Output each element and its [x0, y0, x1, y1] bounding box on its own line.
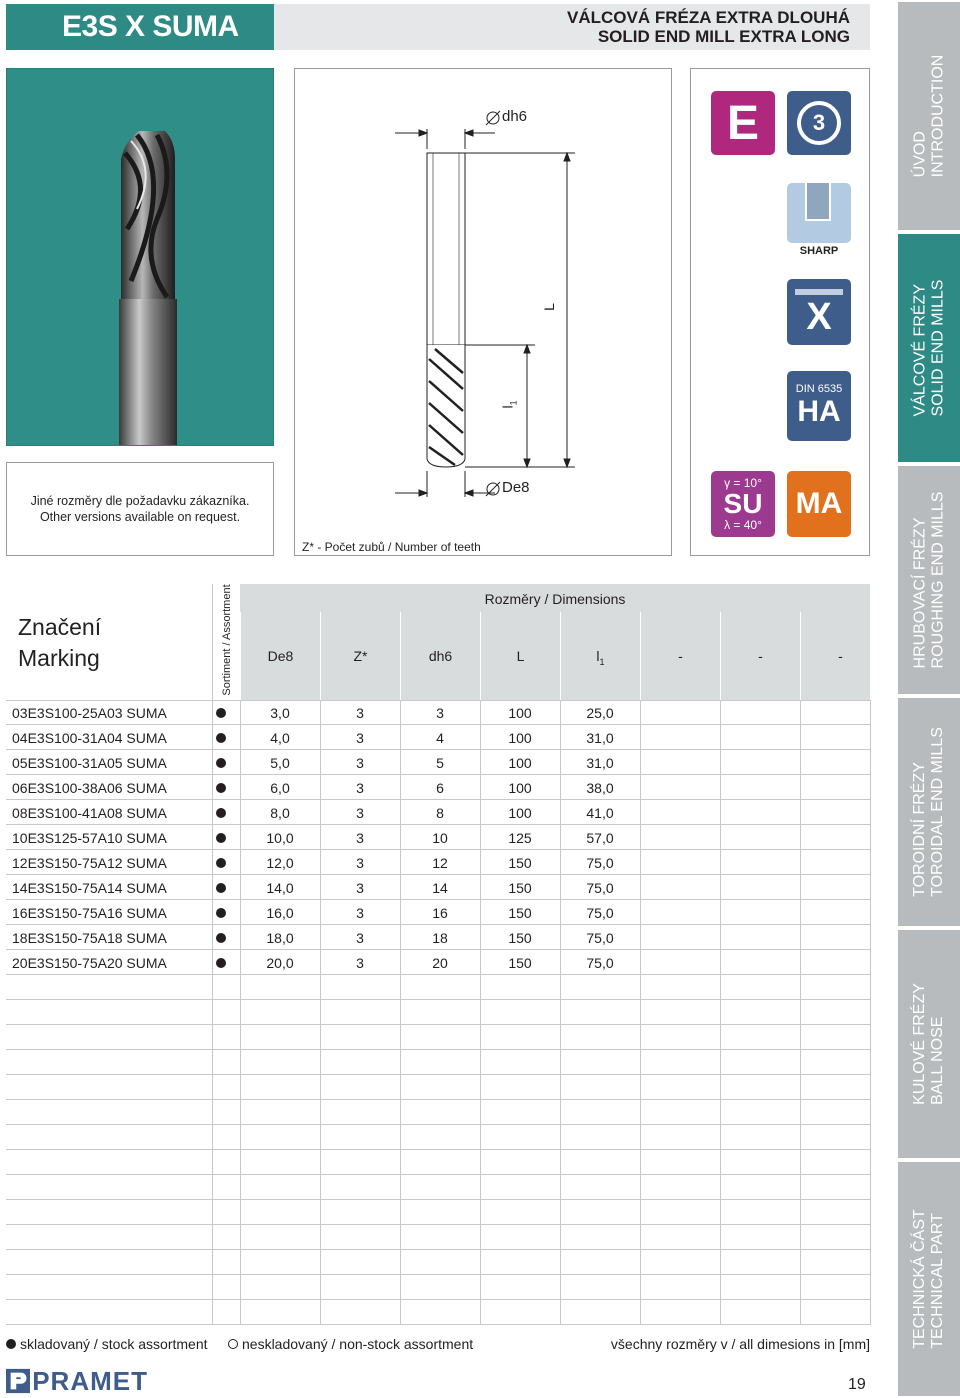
- cell-length: 150: [508, 930, 532, 946]
- three-flute-value: 3: [797, 101, 841, 145]
- table-row: [6, 875, 870, 900]
- cell-l1: 75,0: [586, 930, 614, 946]
- cell-length: 150: [508, 855, 532, 871]
- marking-header: [6, 584, 212, 700]
- tab-introduction-en: INTRODUCTION: [929, 54, 946, 178]
- cell-dh6: 6: [436, 780, 444, 796]
- icons-panel: [690, 68, 870, 556]
- length-label: L: [540, 303, 557, 311]
- assortment-header: [212, 584, 240, 700]
- marking-cz: Značení: [18, 614, 102, 640]
- cell-de8: 4,0: [270, 730, 290, 746]
- column-header-label: dh6: [428, 648, 453, 664]
- cell-l1: 38,0: [586, 780, 614, 796]
- cell-de8: 3,0: [270, 705, 290, 721]
- sharp-edge-icon: [787, 183, 851, 243]
- cell-dh6: 10: [432, 830, 448, 846]
- table-row: [6, 975, 870, 1000]
- dh6-label: dh6: [502, 108, 528, 125]
- table-row: [6, 1300, 870, 1325]
- note-box: [6, 462, 274, 556]
- cell-dh6: 20: [432, 955, 448, 971]
- cell-de8: 16,0: [266, 905, 294, 921]
- cell-length: 150: [508, 905, 532, 921]
- table-row: [6, 925, 870, 950]
- pramet-logo: [6, 1365, 148, 1396]
- cell-l1: 31,0: [586, 755, 614, 771]
- table-header: [6, 584, 870, 700]
- cell-dh6: 4: [436, 730, 444, 746]
- cell-z: 3: [356, 780, 364, 796]
- cell-l1: 75,0: [586, 880, 614, 896]
- cell-dh6: 16: [432, 905, 448, 921]
- cell-z: 3: [356, 755, 364, 771]
- marking-title: [18, 612, 101, 674]
- table-row: [6, 850, 870, 875]
- cell-length: 150: [508, 880, 532, 896]
- teeth-note: Z* - Počet zubů / Number of teeth: [302, 540, 481, 554]
- cell-length: 150: [508, 955, 532, 971]
- nonstock-legend: [228, 1336, 473, 1352]
- cell-length: 100: [508, 705, 532, 721]
- tab-ball-nose[interactable]: [898, 930, 960, 1158]
- tab-tech-cz: TECHNICKÁ ČÁST: [911, 1209, 929, 1349]
- cell-de8: 8,0: [270, 805, 290, 821]
- ha-label: HA: [797, 395, 841, 428]
- column-header: [720, 612, 800, 700]
- note-cz: Jiné rozměry dle požadavku zákazníka.: [30, 494, 250, 508]
- sharp-shape: [805, 183, 831, 221]
- cell-dh6: 3: [436, 705, 444, 721]
- page-number: 19: [848, 1376, 866, 1393]
- cell-de8: 5,0: [270, 755, 290, 771]
- cell-de8: 12,0: [266, 855, 294, 871]
- column-header: [240, 612, 320, 700]
- table-row: [6, 1250, 870, 1275]
- tab-tech-en: TECHNICAL PART: [929, 1213, 947, 1349]
- column-header-label: Z*: [353, 648, 368, 664]
- marking-code: 12E3S150-75A12 SUMA: [12, 855, 167, 871]
- table-row: [6, 750, 870, 775]
- product-title: E3S X SUMA: [6, 4, 274, 50]
- cell-z: 3: [356, 880, 364, 896]
- marking-code: 03E3S100-25A03 SUMA: [12, 705, 167, 721]
- stock-dot-icon: [216, 758, 226, 768]
- cutting-length-sub: 1: [508, 400, 519, 406]
- marking-code: 05E3S100-31A05 SUMA: [12, 755, 167, 771]
- marking-code: 04E3S100-31A04 SUMA: [12, 730, 167, 746]
- nonstock-legend-text: neskladovaný / non-stock assortment: [242, 1336, 474, 1352]
- cell-l1: 75,0: [586, 855, 614, 871]
- din-label: DIN 6535: [795, 383, 843, 395]
- column-header: [640, 612, 720, 700]
- cell-dh6: 8: [436, 805, 444, 821]
- cell-length: 100: [508, 780, 532, 796]
- de8-label: De8: [502, 479, 530, 496]
- stock-dot-icon: [216, 833, 226, 843]
- column-header: [480, 612, 560, 700]
- tab-introduction-cz: ÚVOD: [911, 131, 928, 178]
- tab-ball-cz: KULOVÉ FRÉZY: [911, 983, 928, 1105]
- stock-dot-icon: [216, 858, 226, 868]
- tab-solid-cz: VÁLCOVÉ FRÉZY: [911, 283, 928, 417]
- tab-rough-en: ROUGHING END MILLS: [929, 491, 947, 669]
- subtitle-cz: VÁLCOVÁ FRÉZA EXTRA DLOUHÁ: [566, 8, 850, 27]
- cell-dh6: 18: [432, 930, 448, 946]
- cell-length: 100: [508, 805, 532, 821]
- marking-code: 16E3S150-75A16 SUMA: [12, 905, 167, 921]
- grid-top-line: [6, 700, 870, 701]
- tab-toroid-en: TOROIDAL END MILLS: [929, 727, 947, 897]
- cell-z: 3: [356, 855, 364, 871]
- assortment-label: Sortiment / Assortment: [221, 584, 233, 696]
- column-header-sub: 1: [599, 656, 605, 667]
- cutting-length-label: [500, 400, 519, 408]
- tab-toroid-cz: TOROIDNÍ FRÉZY: [911, 762, 929, 897]
- table-row: [6, 1150, 870, 1175]
- pramet-logo-icon: [6, 1368, 30, 1394]
- stock-dot-icon: [216, 958, 226, 968]
- table-row: [6, 1275, 870, 1300]
- cell-de8: 14,0: [266, 880, 294, 896]
- cell-l1: 41,0: [586, 805, 614, 821]
- column-header: [560, 612, 640, 700]
- stock-dot-icon: [216, 733, 226, 743]
- marking-code: 06E3S100-38A06 SUMA: [12, 780, 167, 796]
- cell-dh6: 5: [436, 755, 444, 771]
- stock-dot-icon: [216, 933, 226, 943]
- cell-z: 3: [356, 830, 364, 846]
- marking-code: 08E3S100-41A08 SUMA: [12, 805, 167, 821]
- tab-solid-end-mills[interactable]: [898, 234, 960, 462]
- stock-legend-text: skladovaný / stock assortment: [20, 1336, 208, 1352]
- table-row: [6, 950, 870, 975]
- end-mill-photo-icon: [7, 69, 274, 446]
- cell-z: 3: [356, 730, 364, 746]
- cell-de8: 10,0: [266, 830, 294, 846]
- stock-legend: [6, 1336, 208, 1352]
- marking-code: 14E3S150-75A14 SUMA: [12, 880, 167, 896]
- e-grade-icon: E: [711, 91, 775, 155]
- cell-length: 125: [508, 830, 532, 846]
- three-flute-icon: [787, 91, 851, 155]
- cell-de8: 20,0: [266, 955, 294, 971]
- table-row: [6, 1125, 870, 1150]
- table-row: [6, 1050, 870, 1075]
- end-mill-drawing-icon: [295, 69, 673, 557]
- tab-solid-en: SOLID END MILLS: [929, 279, 946, 417]
- dimensions-header: Rozměry / Dimensions: [240, 584, 870, 612]
- table-row: [6, 1075, 870, 1100]
- marking-code: 20E3S150-75A20 SUMA: [12, 955, 167, 971]
- cell-l1: 31,0: [586, 730, 614, 746]
- stock-dot-icon: [216, 808, 226, 818]
- cell-z: 3: [356, 905, 364, 921]
- cell-l1: 25,0: [586, 705, 614, 721]
- extra-long-icon: [787, 279, 851, 345]
- tab-toroidal-end-mills[interactable]: [898, 698, 960, 926]
- table-row: [6, 1175, 870, 1200]
- section-sidebar: [898, 0, 960, 1398]
- cell-z: 3: [356, 805, 364, 821]
- dimensions-note: všechny rozměry v / all dimesions in [mm]: [610, 1336, 870, 1352]
- note-en: Other versions available on request.: [39, 510, 241, 524]
- table-row: [6, 1025, 870, 1050]
- marking-en: Marking: [18, 645, 100, 671]
- column-header-label: L: [516, 648, 525, 664]
- shank-ha-icon: [787, 371, 851, 441]
- tab-introduction[interactable]: [898, 2, 960, 230]
- column-header-label: -: [838, 648, 843, 664]
- cutting-length-letter: l: [499, 405, 516, 409]
- tab-ball-en: BALL NOSE: [929, 1016, 946, 1105]
- su-label: SU: [723, 488, 763, 519]
- column-header-label: -: [678, 648, 683, 664]
- column-header-label: l: [596, 648, 600, 664]
- tab-technical-part[interactable]: [898, 1162, 960, 1396]
- table-row: [6, 825, 870, 850]
- grid-line: [870, 700, 871, 1325]
- stock-dot-icon: [6, 1339, 16, 1349]
- tab-roughing-end-mills[interactable]: [898, 466, 960, 694]
- subtitle-en: SOLID END MILL EXTRA LONG: [597, 27, 850, 46]
- tab-rough-cz: HRUBOVACÍ FRÉZY: [911, 517, 929, 669]
- table-row: [6, 1100, 870, 1125]
- table-row: [6, 775, 870, 800]
- table-row: [6, 900, 870, 925]
- cell-length: 100: [508, 730, 532, 746]
- cell-length: 100: [508, 755, 532, 771]
- column-header: [400, 612, 480, 700]
- stock-dot-icon: [216, 908, 226, 918]
- su-gamma: γ = 10°: [724, 476, 762, 490]
- ma-material-icon: MA: [787, 471, 851, 537]
- nonstock-dot-icon: [228, 1339, 238, 1349]
- cell-z: 3: [356, 930, 364, 946]
- stock-dot-icon: [216, 883, 226, 893]
- column-header: [320, 612, 400, 700]
- dimension-columns: [240, 612, 870, 700]
- table-row: [6, 800, 870, 825]
- column-header-label: -: [758, 648, 763, 664]
- cell-de8: 6,0: [270, 780, 290, 796]
- table-row: [6, 1200, 870, 1225]
- stock-dot-icon: [216, 783, 226, 793]
- cell-z: 3: [356, 705, 364, 721]
- pramet-logo-text: PRAMET: [32, 1365, 148, 1396]
- technical-drawing: [294, 68, 672, 556]
- cell-z: 3: [356, 955, 364, 971]
- cell-l1: 57,0: [586, 830, 614, 846]
- table-row: [6, 725, 870, 750]
- cell-dh6: 12: [432, 855, 448, 871]
- product-photo: [6, 68, 274, 446]
- cell-dh6: 14: [432, 880, 448, 896]
- marking-code: 10E3S125-57A10 SUMA: [12, 830, 167, 846]
- cell-l1: 75,0: [586, 955, 614, 971]
- table-row: [6, 1225, 870, 1250]
- cell-l1: 75,0: [586, 905, 614, 921]
- su-lambda: λ = 40°: [724, 518, 762, 532]
- column-header: [800, 612, 880, 700]
- cell-de8: 18,0: [266, 930, 294, 946]
- marking-code: 18E3S150-75A18 SUMA: [12, 930, 167, 946]
- sharp-label: SHARP: [799, 245, 839, 257]
- column-header-label: De8: [267, 648, 294, 664]
- product-subtitle: [567, 8, 850, 46]
- extra-long-letter: X: [806, 295, 832, 338]
- table-row: [6, 1000, 870, 1025]
- su-geometry-icon: [711, 471, 775, 537]
- stock-dot-icon: [216, 708, 226, 718]
- table-row: [6, 700, 870, 725]
- extra-long-bar: [795, 289, 843, 295]
